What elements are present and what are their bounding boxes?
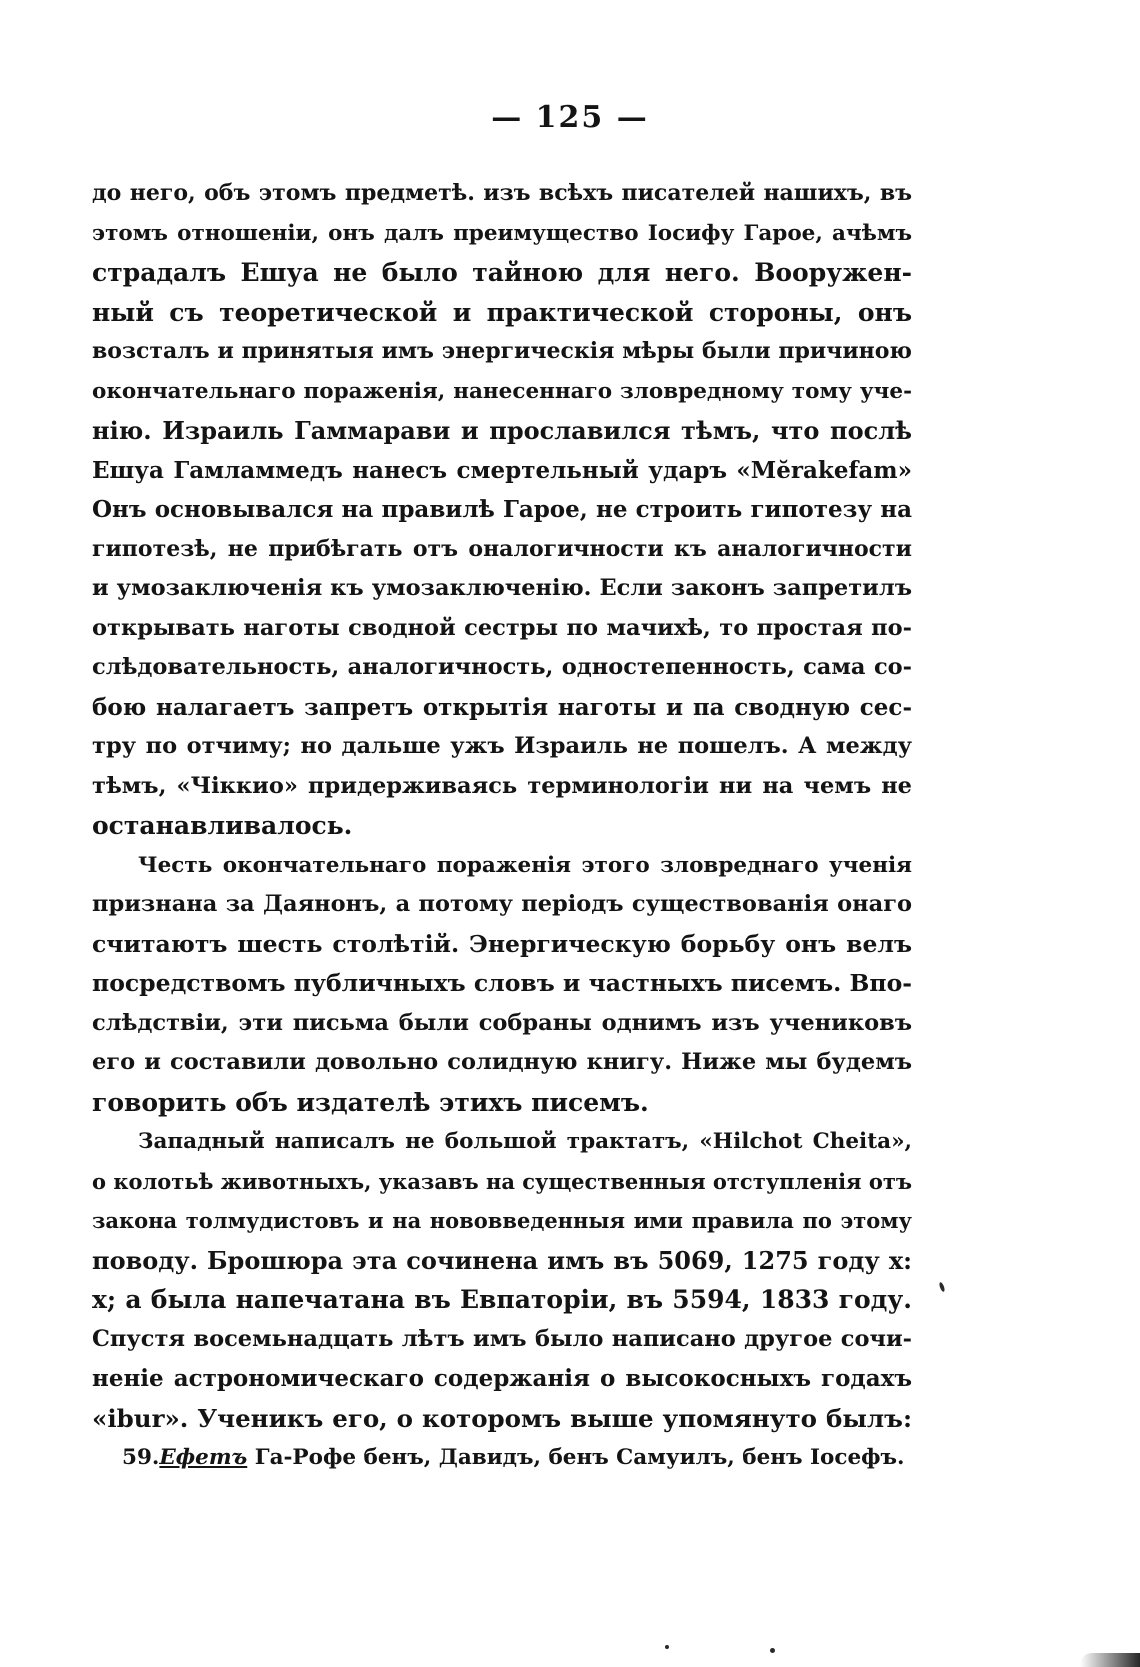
text-line: открывать наготы сводной сестры по мачихѣ, то простая по- — [92, 614, 912, 641]
entry-name: Ефетъ — [159, 1445, 248, 1470]
text-line: считаютъ шесть столѣтій. Энергическую борьбу онъ велъ — [92, 929, 912, 958]
paragraph-start-line: Честь окончательнаго пораженія этого зловреднаго ученія — [138, 852, 912, 878]
text-line: возсталъ и принятыя имъ энергическія мѣры были причиною — [92, 338, 912, 364]
ink-speck — [665, 1645, 669, 1649]
text-line: «ibur». Ученикъ его, о которомъ выше упомянуто былъ: — [92, 1403, 912, 1433]
text-line: говорить объ издателѣ этихъ писемъ. — [92, 1087, 649, 1117]
ink-speck — [938, 1282, 945, 1293]
text-line: слѣдовательность, аналогичность, одностепенность, сама со- — [92, 654, 912, 680]
text-line: останавливалось. — [92, 811, 353, 840]
text-line: закона толмудистовъ и на нововведенныя ими правила по этому — [92, 1208, 912, 1233]
text-line: посредствомъ публичныхъ словъ и частныхъ писемъ. Впо- — [92, 969, 912, 997]
entry-number: 59. — [122, 1445, 160, 1470]
text-line: признана за Даянонъ, а потому періодъ существованія онаго — [92, 891, 912, 917]
ink-speck — [770, 1648, 775, 1653]
text-line: до него, объ этомъ предметѣ. изъ всѣхъ писателей нашихъ, въ — [92, 180, 912, 206]
text-line: х; а была напечатана въ Евпаторіи, въ 5594, 1833 году. — [92, 1285, 912, 1314]
text-line: страдалъ Ешуа не было тайною для него. Вооружен- — [92, 258, 912, 287]
text-line: гипотезѣ, не прибѣгать отъ оналогичности къ аналогичности — [92, 535, 912, 562]
text-line: Ешуа Гамламмедъ нанесъ смертельный ударъ «Mĕrakefam» — [92, 456, 912, 484]
text-line: Онъ основывался на правилѣ Гарое, не строить гипотезу на — [92, 496, 912, 523]
text-line: тру по отчиму; но дальше ужъ Израиль не пошелъ. А между — [92, 733, 912, 759]
text-line: слѣдствіи, эти письма были собраны однимъ изъ учениковъ — [92, 1009, 912, 1036]
text-line: тѣмъ, «Чіккио» придерживаясь терминологіи ни на чемъ не — [92, 772, 912, 799]
text-line: этомъ отношеніи, онъ далъ преимущество Іосифу Гарое, ачѣмъ — [92, 220, 912, 246]
paragraph-start-line: Западный написалъ не большой трактатъ, «Hilchot Cheita», — [138, 1129, 912, 1154]
text-line: бою налагаетъ запретъ открытія наготы и па сводную сес- — [92, 693, 912, 721]
text-line: неніе астрономическаго содержанія о высокосныхъ годахъ — [92, 1365, 912, 1392]
text-line: ный съ теоретической и практической стороны, онъ — [92, 297, 912, 327]
body-text — [92, 174, 912, 1478]
text-line: нію. Израиль Гаммарави и прославился тѣмъ, что послѣ — [92, 416, 912, 445]
page-edge-shadow — [1080, 1653, 1140, 1667]
text-line: о колотьѣ животныхъ, указавъ на существенныя отступленія отъ — [92, 1168, 913, 1194]
text-line: поводу. Брошюра эта сочинена имъ въ 5069, 1275 году х: — [92, 1245, 912, 1275]
entry-rest: Га-Рофе бенъ, Давидъ, бенъ Самуилъ, бенъ Іосефъ. — [247, 1445, 905, 1470]
text-line: Спустя восемьнадцать лѣтъ имъ было написано другое сочи- — [92, 1325, 912, 1352]
text-line: окончательнаго пораженія, нанесеннаго зловредному тому уче- — [92, 378, 912, 404]
text-line: и умозаключенія къ умозаключенію. Если законъ запретилъ — [92, 575, 912, 601]
entry-line — [92, 1438, 912, 1478]
page-number: — 125 — — [491, 100, 649, 135]
text-line: его и составили довольно солидную книгу. Ниже мы будемъ — [92, 1049, 912, 1075]
